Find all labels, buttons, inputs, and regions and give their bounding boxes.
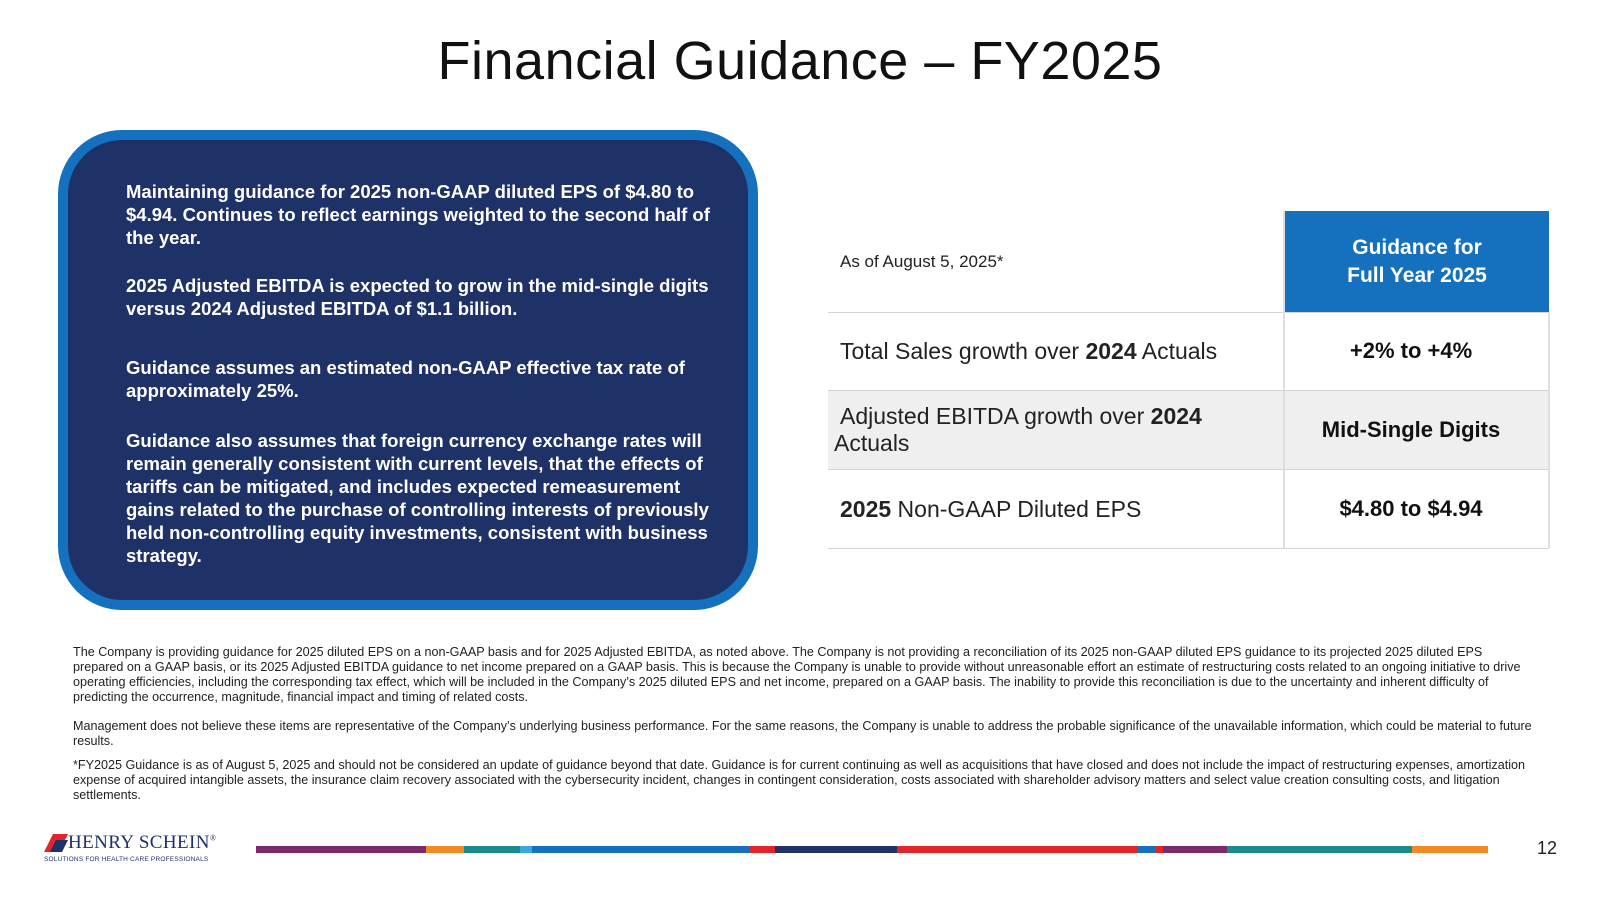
row-label (828, 496, 1273, 523)
row-label (828, 338, 1273, 365)
row-label-text: Total Sales growth over (840, 337, 1086, 364)
row-label (828, 403, 1273, 457)
page-title: Financial Guidance – FY2025 (437, 31, 1163, 91)
table-column-divider (1548, 312, 1550, 548)
as-of-date: As of August 5, 2025* (840, 252, 1004, 271)
footnote-management: Management does not believe these items are representative of the Company’s underlying business performance. For the same reasons, the Company is unable to address the probable significance of the unavailable information, which could be material to future results. (73, 719, 1532, 748)
stripe-segment (1163, 846, 1227, 853)
brand-color-stripe (256, 846, 1518, 853)
logo-tagline: SOLUTIONS FOR HEALTH CARE PROFESSIONALS (44, 856, 209, 863)
page-number: 12 (1537, 838, 1558, 858)
guidance-header-line2: Full Year 2025 (1347, 263, 1487, 287)
table-divider (828, 548, 1549, 549)
table-row (828, 312, 1549, 390)
guidance-header-line1: Guidance for (1352, 235, 1482, 259)
stripe-segment (750, 846, 775, 853)
logo-name-text: HENRY SCHEIN (68, 832, 210, 853)
stripe-segment (1155, 846, 1163, 853)
callout-paragraph-tax: Guidance assumes an estimated non-GAAP effective tax rate of approximately 25%. (126, 357, 685, 401)
table-row (828, 470, 1549, 548)
logo-wordmark (68, 832, 216, 854)
callout-paragraph-ebitda: 2025 Adjusted EBITDA is expected to grow in the mid-single digits versus 2024 Adjusted EBITDA of $1.1 billion. (126, 275, 709, 319)
row-label-year: 2025 (840, 495, 892, 522)
logo-registered-mark: ® (209, 833, 217, 843)
stripe-segment (775, 846, 897, 853)
row-value: $4.80 to $4.94 (1339, 496, 1483, 521)
row-label-text: Actuals (834, 430, 910, 456)
stripe-segment (1227, 846, 1412, 853)
guidance-column-header (1285, 211, 1549, 312)
row-label-year: 2024 (1085, 337, 1137, 364)
stripe-segment (897, 846, 1137, 853)
table-divider (828, 390, 1549, 391)
footnote-guidance-date: *FY2025 Guidance is as of August 5, 2025 and should not be considered an update of guidance beyond that date. Guidance is for current continuing as well as acquisitions that have closed and does not include the impact of restructuring expenses, amortization expense of acquired intangible assets, the insurance claim recovery associated with the cybersecurity incident, changes in contingent consideration, costs associated with shareholder advisory matters and select value creation consulting costs, and litigation settlements. (73, 758, 1526, 802)
stripe-segment (520, 846, 532, 853)
callout-paragraph-fx: Guidance also assumes that foreign currency exchange rates will remain generally consistent with current levels, that the effects of tariffs can be mitigated, and includes expected remeasurement gains related to the purchase of controlling interests of previously held non-controlling equity investments, consistent with business strategy. (126, 430, 709, 566)
row-label-year: 2024 (1150, 403, 1202, 429)
table-divider (828, 312, 1549, 313)
stripe-segment (1412, 846, 1488, 853)
guidance-summary-callout (58, 130, 758, 610)
row-label-text: Non-GAAP Diluted EPS (891, 495, 1142, 522)
stripe-segment (256, 846, 426, 853)
table-divider (828, 469, 1549, 470)
table-column-divider (1283, 211, 1285, 548)
logo-mark-icon (44, 834, 68, 852)
stripe-segment (426, 846, 464, 853)
row-label-text: Actuals (1136, 337, 1218, 364)
stripe-segment (1137, 846, 1155, 853)
row-label-text: Adjusted EBITDA growth over (840, 403, 1151, 429)
callout-paragraph-eps: Maintaining guidance for 2025 non-GAAP diluted EPS of $4.80 to $4.94. Continues to reflect earnings weighted to the second half of the year. (126, 181, 710, 248)
stripe-segment (464, 846, 520, 853)
brand-stripe-graphic (256, 846, 1518, 853)
stripe-segment (532, 846, 750, 853)
row-value: Mid-Single Digits (1321, 417, 1501, 442)
row-value: +2% to +4% (1349, 338, 1473, 363)
table-row (828, 391, 1549, 469)
footnote-reconciliation: The Company is providing guidance for 2025 diluted EPS on a non-GAAP basis and for 2025 Adjusted EBITDA, as noted above. The Company is not providing a reconciliation of its 2025 non-GAAP diluted EPS guidance to its projected 2025 diluted EPS prepared on a GAAP basis, or its 2025 Adjusted EBITDA guidance to net income prepared on a GAAP basis. This is because the Company is unable to provide without unreasonable effort an estimate of restructuring costs related to an ongoing initiative to drive operating efficiencies, including the corresponding tax effect, which will be included in the Company’s 2025 diluted EPS and net income, prepared on a GAAP basis. The inability to provide this reconciliation is due to the uncertainty and inherent difficulty of predicting the occurrence, magnitude, financial impact and timing of related costs. (73, 645, 1521, 704)
